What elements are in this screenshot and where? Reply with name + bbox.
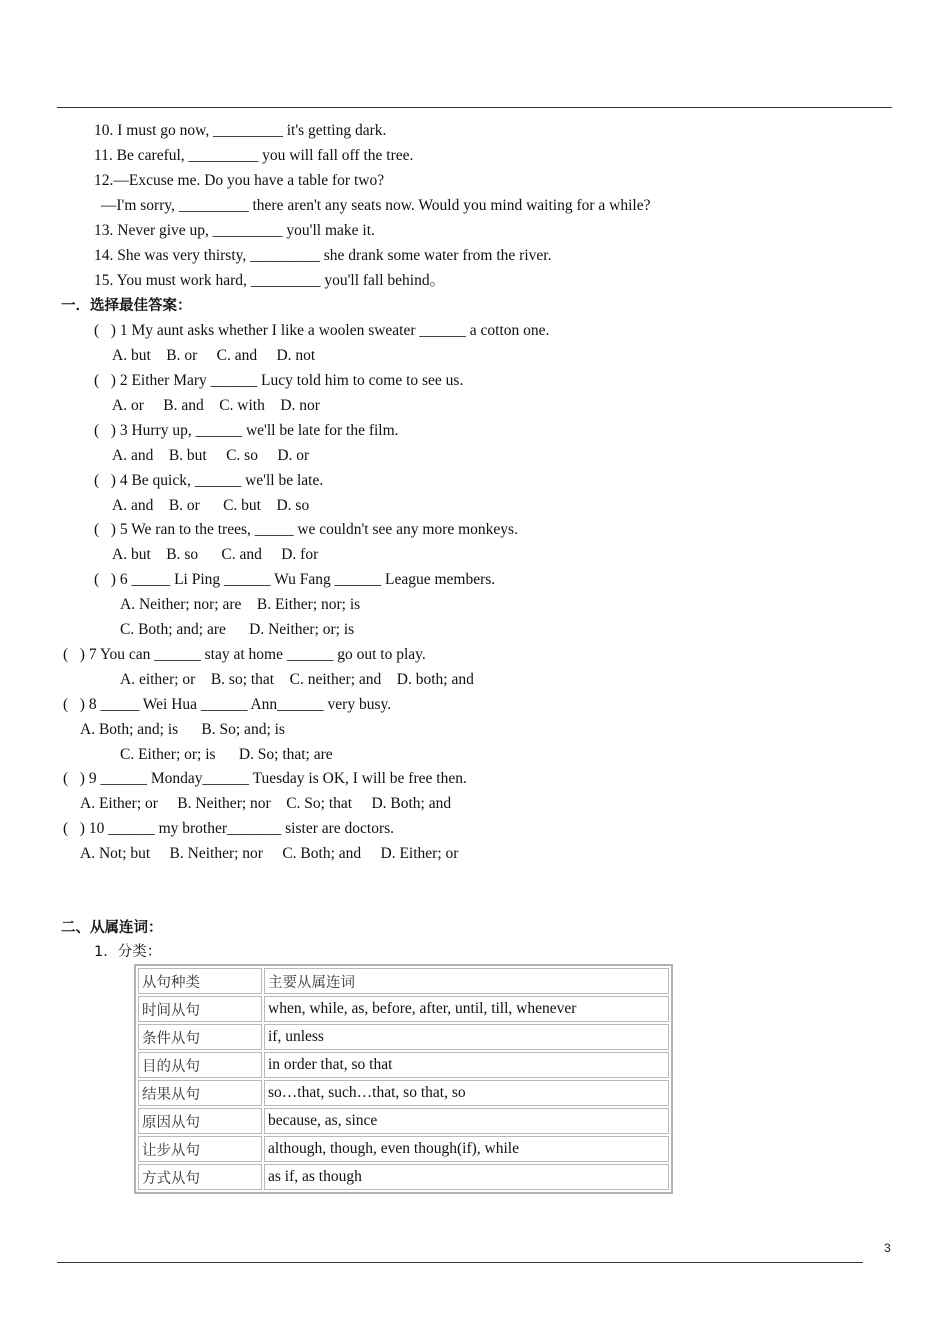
footer-rule <box>57 1262 863 1263</box>
table-row <box>138 1108 669 1134</box>
clause-type-cell: 让步从句 <box>138 1136 262 1162</box>
clause-type-cell: 时间从句 <box>138 996 262 1022</box>
mc-options-8b: C. Either; or; is D. So; that; are <box>120 746 333 763</box>
table-row <box>138 1052 669 1078</box>
question-13: 13. Never give up, _________ you'll make it. <box>94 222 375 239</box>
mc-options-8a: A. Both; and; is B. So; and; is <box>80 721 285 738</box>
question-12: 12.—Excuse me. Do you have a table for two? <box>94 172 385 189</box>
mc-question-3: ( ) 3 Hurry up, ______ we'll be late for the film. <box>94 422 399 439</box>
header-rule <box>57 107 892 108</box>
question-15: 15. You must work hard, _________ you'll fall behind。 <box>94 272 446 289</box>
conjunctions-cell: so…that, such…that, so that, so <box>264 1080 669 1106</box>
mc-options-6b: C. Both; and; are D. Neither; or; is <box>120 621 355 638</box>
mc-question-1: ( ) 1 My aunt asks whether I like a woolen sweater ______ a cotton one. <box>94 322 550 339</box>
section2-subheading: 1．分类： <box>94 944 162 960</box>
question-12-reply: —I'm sorry, _________ there aren't any seats now. Would you mind waiting for a while? <box>97 197 651 214</box>
mc-question-9: ( ) 9 ______ Monday______ Tuesday is OK, I will be free then. <box>63 770 467 787</box>
clause-type-cell: 结果从句 <box>138 1080 262 1106</box>
section1-heading: 一．选择最佳答案： <box>61 298 192 314</box>
clause-type-cell: 方式从句 <box>138 1164 262 1190</box>
table-row <box>138 1164 669 1190</box>
mc-options-4: A. and B. or C. but D. so <box>112 497 310 514</box>
conjunctions-cell: because, as, since <box>264 1108 669 1134</box>
mc-options-9: A. Either; or B. Neither; nor C. So; that D. Both; and <box>80 795 452 812</box>
table-header-cell: 主要从属连词 <box>264 968 669 994</box>
section2-heading: 二、从属连词： <box>61 920 163 936</box>
mc-options-7: A. either; or B. so; that C. neither; and D. both; and <box>120 671 474 688</box>
question-14: 14. She was very thirsty, _________ she drank some water from the river. <box>94 247 552 264</box>
table-header-row <box>138 968 669 994</box>
clause-type-cell: 条件从句 <box>138 1024 262 1050</box>
conjunctions-cell: in order that, so that <box>264 1052 669 1078</box>
clause-type-cell: 原因从句 <box>138 1108 262 1134</box>
question-11: 11. Be careful, _________ you will fall off the tree. <box>94 147 414 164</box>
table-row <box>138 1136 669 1162</box>
mc-options-6a: A. Neither; nor; are B. Either; nor; is <box>120 596 361 613</box>
table-row <box>138 996 669 1022</box>
mc-options-5: A. but B. so C. and D. for <box>112 546 319 563</box>
table-row <box>138 1024 669 1050</box>
page-number: 3 <box>884 1241 891 1255</box>
conjunctions-cell: although, though, even though(if), while <box>264 1136 669 1162</box>
mc-options-10: A. Not; but B. Neither; nor C. Both; and D. Either; or <box>80 845 459 862</box>
conjunction-table <box>134 964 673 1194</box>
mc-question-2: ( ) 2 Either Mary ______ Lucy told him to come to see us. <box>94 372 464 389</box>
mc-question-7: ( ) 7 You can ______ stay at home ______ go out to play. <box>63 646 426 663</box>
mc-question-10: ( ) 10 ______ my brother_______ sister are doctors. <box>63 820 395 837</box>
mc-options-2: A. or B. and C. with D. nor <box>112 397 320 414</box>
mc-question-4: ( ) 4 Be quick, ______ we'll be late. <box>94 472 324 489</box>
table-header-cell: 从句种类 <box>138 968 262 994</box>
table-row <box>138 1080 669 1106</box>
clause-type-cell: 目的从句 <box>138 1052 262 1078</box>
conjunctions-cell: if, unless <box>264 1024 669 1050</box>
mc-question-5: ( ) 5 We ran to the trees, _____ we couldn't see any more monkeys. <box>94 521 518 538</box>
mc-options-1: A. but B. or C. and D. not <box>112 347 316 364</box>
question-10: 10. I must go now, _________ it's getting dark. <box>94 122 387 139</box>
mc-question-6: ( ) 6 _____ Li Ping ______ Wu Fang ______ League members. <box>94 571 496 588</box>
mc-options-3: A. and B. but C. so D. or <box>112 447 310 464</box>
conjunctions-cell: when, while, as, before, after, until, till, whenever <box>264 996 669 1022</box>
conjunctions-cell: as if, as though <box>264 1164 669 1190</box>
mc-question-8: ( ) 8 _____ Wei Hua ______ Ann______ very busy. <box>63 696 392 713</box>
